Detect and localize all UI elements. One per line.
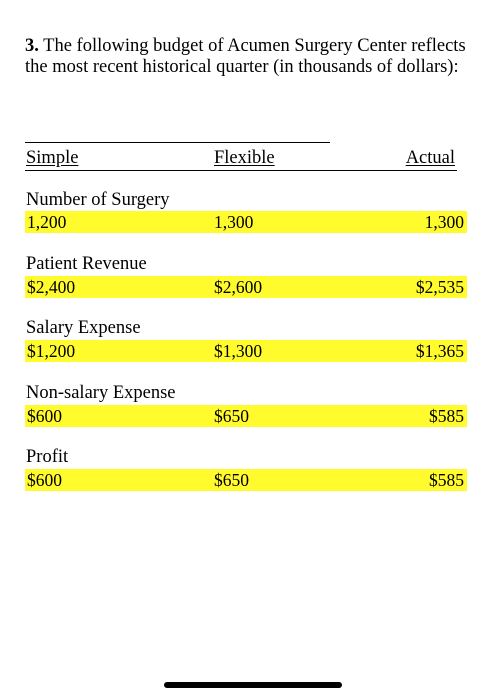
cell-actual: 1,300	[422, 211, 467, 233]
cell-simple: $600	[27, 470, 62, 490]
cell-simple: $1,200	[27, 341, 76, 361]
row-label-patient-revenue: Patient Revenue	[26, 254, 147, 274]
table-row	[25, 276, 464, 298]
cell-flexible: $650	[214, 470, 249, 490]
home-indicator[interactable]	[164, 682, 342, 688]
cell-flexible: $2,600	[214, 277, 263, 297]
cell-simple: $600	[27, 406, 62, 426]
top-divider	[25, 142, 330, 143]
cell-actual: $2,535	[413, 276, 467, 298]
table-row	[25, 405, 464, 427]
header-simple: Simple	[26, 148, 79, 168]
table-row	[25, 469, 464, 491]
cell-flexible: $1,300	[214, 341, 263, 361]
row-label-salary-expense: Salary Expense	[26, 318, 141, 338]
table-row	[25, 340, 464, 362]
header-actual: Actual	[405, 148, 455, 168]
table-header	[25, 148, 457, 171]
row-label-profit: Profit	[26, 447, 69, 467]
question-text	[25, 36, 475, 78]
header-flexible: Flexible	[214, 148, 275, 168]
question-body: The following budget of Acumen Surgery Center reflects the most recent historical quarter (in thousands of dollars):	[25, 36, 466, 77]
cell-simple: 1,200	[27, 212, 67, 232]
question-number: 3.	[25, 36, 39, 56]
row-label-non-salary-expense: Non-salary Expense	[26, 383, 176, 403]
cell-simple: $2,400	[27, 277, 76, 297]
cell-actual: $1,365	[413, 340, 467, 362]
cell-actual: $585	[426, 405, 467, 427]
cell-flexible: 1,300	[214, 212, 254, 232]
cell-actual: $585	[426, 469, 467, 491]
cell-flexible: $650	[214, 406, 249, 426]
table-row	[25, 211, 464, 233]
row-label-number-of-surgery: Number of Surgery	[26, 190, 170, 210]
